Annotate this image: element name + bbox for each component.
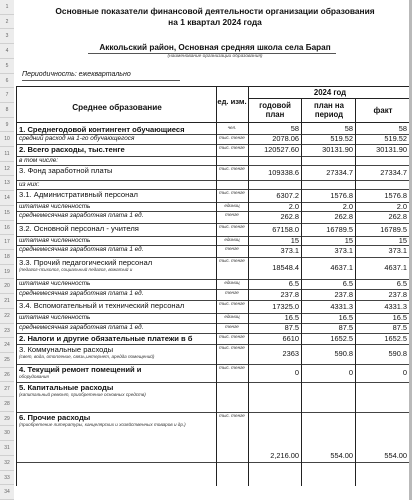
unit-column-border xyxy=(216,86,217,486)
row-value-annual: 2.0 xyxy=(288,202,299,211)
row-value-period: 262.8 xyxy=(334,212,353,221)
row-unit: тыс. тенге xyxy=(219,413,245,418)
row-label: 3. Коммунальные расходы xyxy=(19,345,114,354)
row-number[interactable]: 13 xyxy=(0,176,14,191)
row-number[interactable]: 16 xyxy=(0,221,14,236)
row-number[interactable]: 32 xyxy=(0,456,14,471)
row-number[interactable]: 17 xyxy=(0,235,14,250)
row-number[interactable]: 28 xyxy=(0,397,14,412)
row-value-fact: 6.5 xyxy=(396,279,407,288)
row-value-annual: 16.5 xyxy=(284,313,299,322)
row-value-fact: 2.0 xyxy=(396,202,407,211)
row-value-period: 554.00 xyxy=(330,451,353,460)
header-bottom-border xyxy=(16,122,410,123)
row-unit: тенге xyxy=(225,212,239,217)
row-value-fact: 15 xyxy=(398,236,407,245)
row-number[interactable]: 6 xyxy=(0,74,14,89)
row-value-period: 4331.3 xyxy=(330,301,353,311)
row-number[interactable]: 15 xyxy=(0,206,14,221)
row-value-period: 519.52 xyxy=(330,134,353,143)
row-number[interactable]: 4 xyxy=(0,44,14,59)
row-value-annual: 109338.6 xyxy=(268,167,299,177)
row-value-annual: 15 xyxy=(290,236,299,245)
row-number[interactable]: 8 xyxy=(0,103,14,118)
row-value-period: 30131.90 xyxy=(322,145,353,154)
organization-name: Аккольский район, Основная средняя школа села Барап xyxy=(99,43,331,52)
row-number[interactable]: 19 xyxy=(0,265,14,280)
row-value-fact: 554.00 xyxy=(384,451,407,460)
header-fact: факт xyxy=(373,106,393,115)
header-unit: ед. изм. xyxy=(217,97,247,106)
row-value-period: 87.5 xyxy=(338,323,353,332)
row-number[interactable]: 7 xyxy=(0,88,14,103)
year-separator xyxy=(248,98,410,99)
header-annual-plan: годовой план xyxy=(259,101,291,119)
row-unit: тенге xyxy=(225,246,239,251)
row-value-period: 1652.5 xyxy=(330,333,353,343)
row-label: из них: xyxy=(19,181,40,188)
row-value-period: 27334.7 xyxy=(326,167,353,177)
row-label: среднемесячная заработная плата 1 ед. xyxy=(19,324,144,331)
row-label: 3.2. Основной персонал - учителя xyxy=(19,224,139,233)
row-number[interactable]: 29 xyxy=(0,412,14,427)
row-unit: тыс. тенге xyxy=(219,166,245,171)
row-value-annual: 2,216.00 xyxy=(270,451,299,460)
row-unit: тенге xyxy=(225,324,239,329)
row-value-fact: 4637.1 xyxy=(384,263,407,272)
row-value-period: 6.5 xyxy=(342,279,353,288)
periodicity-label: Периодичность: ежеквартально xyxy=(22,71,131,78)
row-value-annual: 120527.60 xyxy=(264,145,299,154)
row-unit: единиц xyxy=(224,237,240,242)
row-number[interactable]: 20 xyxy=(0,279,14,294)
header-year: 2024 год xyxy=(313,88,347,97)
row-number[interactable]: 27 xyxy=(0,382,14,397)
row-number[interactable]: 1 xyxy=(0,0,14,15)
row-value-fact xyxy=(356,401,409,411)
row-value-fact: 1576.8 xyxy=(384,190,407,200)
row-value-annual: 58 xyxy=(290,124,299,133)
row-unit: единиц xyxy=(224,203,240,208)
row-value-annual: 0 xyxy=(294,368,299,377)
row-number[interactable]: 10 xyxy=(0,132,14,147)
row-sublabel: (капитальный ремонт, приобретение основных средств) xyxy=(19,392,146,397)
row-unit: тыс. тенге xyxy=(219,135,245,140)
row-value-fact: 1652.5 xyxy=(384,333,407,343)
row-value-annual: 87.5 xyxy=(284,323,299,332)
row-label: 3.3. Прочий педагогический персонал xyxy=(19,258,153,267)
row-label: среднемесячная заработная плата 1 ед. xyxy=(19,290,144,297)
header-education: Среднее образование xyxy=(72,103,162,112)
row-label: штатная численность xyxy=(19,314,91,321)
row-label: штатная численность xyxy=(19,237,91,244)
row-label: 3. Фонд заработной платы xyxy=(19,166,113,175)
row-label: 6. Прочие расходы xyxy=(19,413,91,422)
row-unit: единиц xyxy=(224,280,240,285)
row-value-period: 0 xyxy=(348,368,353,377)
row-label: 3.4. Вспомогательный и технический персонал xyxy=(19,301,185,310)
row-number[interactable]: 2 xyxy=(0,15,14,30)
row-number[interactable]: 11 xyxy=(0,147,14,162)
organization-caption: (наименование организации образования) xyxy=(167,54,263,59)
period-column-border xyxy=(301,98,302,486)
row-value-fact: 519.52 xyxy=(384,134,407,143)
row-value-fact: 4331.3 xyxy=(384,301,407,311)
row-unit: тыс. тенге xyxy=(219,345,245,350)
row-value-annual: 237.8 xyxy=(280,289,299,299)
row-label: 2. Налоги и другие обязательные платежи в б xyxy=(19,334,193,343)
row-unit: тыс. тенге xyxy=(219,190,245,195)
row-label: штатная численность xyxy=(19,280,91,287)
row-unit: тыс. тенге xyxy=(219,334,245,339)
row-unit: тыс. тенге xyxy=(219,258,245,263)
row-number[interactable]: 23 xyxy=(0,324,14,339)
row-unit xyxy=(217,157,247,165)
row-unit: тыс. тенге xyxy=(219,224,245,229)
row-unit: тыс. тенге xyxy=(219,301,245,306)
row-unit: единиц xyxy=(224,314,240,319)
row-value-fact: 373.1 xyxy=(388,246,407,255)
row-sublabel: оборудования xyxy=(19,374,49,379)
row-sublabel: (педагог-психолог, социальный педагог, вожатый и xyxy=(19,267,133,272)
row-value-annual: 2363 xyxy=(282,349,299,358)
row-number[interactable]: 30 xyxy=(0,426,14,441)
row-value-fact: 237.8 xyxy=(388,289,407,299)
row-label: в том числе: xyxy=(19,157,59,164)
row-number[interactable]: 12 xyxy=(0,162,14,177)
periodicity-underline xyxy=(22,80,180,81)
row-number[interactable]: 3 xyxy=(0,29,14,44)
row-number[interactable]: 18 xyxy=(0,250,14,265)
row-number[interactable]: 26 xyxy=(0,368,14,383)
row-value-fact: 16789.5 xyxy=(380,224,407,234)
row-value-period xyxy=(302,401,355,411)
row-value-annual: 373.1 xyxy=(280,246,299,255)
row-number[interactable]: 33 xyxy=(0,471,14,486)
row-value-period: 373.1 xyxy=(334,246,353,255)
fact-column-border xyxy=(355,98,356,486)
row-value-fact: 30131.90 xyxy=(376,145,407,154)
row-number[interactable]: 21 xyxy=(0,294,14,309)
report-title-line2: на 1 квартал 2024 года xyxy=(168,17,262,27)
row-value-period: 15 xyxy=(344,236,353,245)
row-sublabel: (свет, вода, отопление, связь,интернет, аредда помещений) xyxy=(19,354,155,359)
plan-column-border xyxy=(248,86,249,486)
row-value-fact: 0 xyxy=(402,368,407,377)
row-number[interactable]: 24 xyxy=(0,338,14,353)
row-value-annual: 6610 xyxy=(282,333,299,343)
row-number[interactable]: 25 xyxy=(0,353,14,368)
row-value-period: 1576.8 xyxy=(330,190,353,200)
row-value-fact: 27334.7 xyxy=(380,167,407,177)
row-number[interactable]: 9 xyxy=(0,118,14,133)
row-sublabel: (приобретение литературы, канцелярских и хозяйственных товаров и др.) xyxy=(19,422,186,427)
row-value-period: 16.5 xyxy=(338,313,353,322)
row-label: штатная численность xyxy=(19,203,91,210)
row-value-annual: 2078.06 xyxy=(272,134,299,143)
row-border xyxy=(16,462,410,463)
row-value-annual: 6307.2 xyxy=(276,190,299,200)
row-number[interactable]: 14 xyxy=(0,191,14,206)
row-number[interactable]: 34 xyxy=(0,485,14,500)
row-value-annual: 6.5 xyxy=(288,279,299,288)
row-value-annual: 262.8 xyxy=(280,212,299,221)
row-unit: тыс. тенге xyxy=(219,145,245,150)
row-value-period: 4637.1 xyxy=(330,263,353,272)
row-label: среднемесячная заработная плата 1 ед. xyxy=(19,212,144,219)
row-unit: тенге xyxy=(225,290,239,295)
row-value-period: 590.8 xyxy=(334,349,353,358)
row-unit xyxy=(217,383,247,412)
report-title-line1: Основные показатели финансовой деятельности организации образования xyxy=(55,6,375,16)
row-label: 4. Текущий ремонт помещений и xyxy=(19,365,142,374)
row-number[interactable]: 31 xyxy=(0,441,14,456)
row-number[interactable]: 22 xyxy=(0,309,14,324)
row-unit xyxy=(217,181,247,189)
row-value-fact: 87.5 xyxy=(392,323,407,332)
table-top-border xyxy=(16,86,410,87)
row-value-annual xyxy=(249,401,301,411)
row-value-fact: 58 xyxy=(398,124,407,133)
row-value-period: 58 xyxy=(344,124,353,133)
row-label: 2. Всего расходы, тыс.тенге xyxy=(19,145,125,154)
header-period-plan: план на период xyxy=(314,101,344,119)
row-value-annual: 17325.0 xyxy=(272,301,299,311)
row-label: 1. Среднегодовой контингент обучающиеся xyxy=(19,125,185,134)
row-label: 5. Капитальные расходы xyxy=(19,383,114,392)
row-value-period: 2.0 xyxy=(342,202,353,211)
table-left-border xyxy=(16,86,17,486)
row-label: среднемесячная заработная плата 1 ед. xyxy=(19,246,144,253)
row-value-annual: 67158.0 xyxy=(272,224,299,234)
row-label: средний расход на 1-го обучающегося xyxy=(19,135,135,142)
row-unit: тыс. тенге xyxy=(219,365,245,370)
row-number[interactable]: 5 xyxy=(0,59,14,74)
row-value-fact: 262.8 xyxy=(388,212,407,221)
row-value-period: 237.8 xyxy=(334,289,353,299)
row-value-annual: 18548.4 xyxy=(272,263,299,272)
row-label: 3.1. Административный персонал xyxy=(19,190,138,199)
row-unit: чел. xyxy=(227,125,237,130)
row-value-period: 16789.5 xyxy=(326,224,353,234)
row-value-fact: 16.5 xyxy=(392,313,407,322)
row-value-fact: 590.8 xyxy=(388,349,407,358)
